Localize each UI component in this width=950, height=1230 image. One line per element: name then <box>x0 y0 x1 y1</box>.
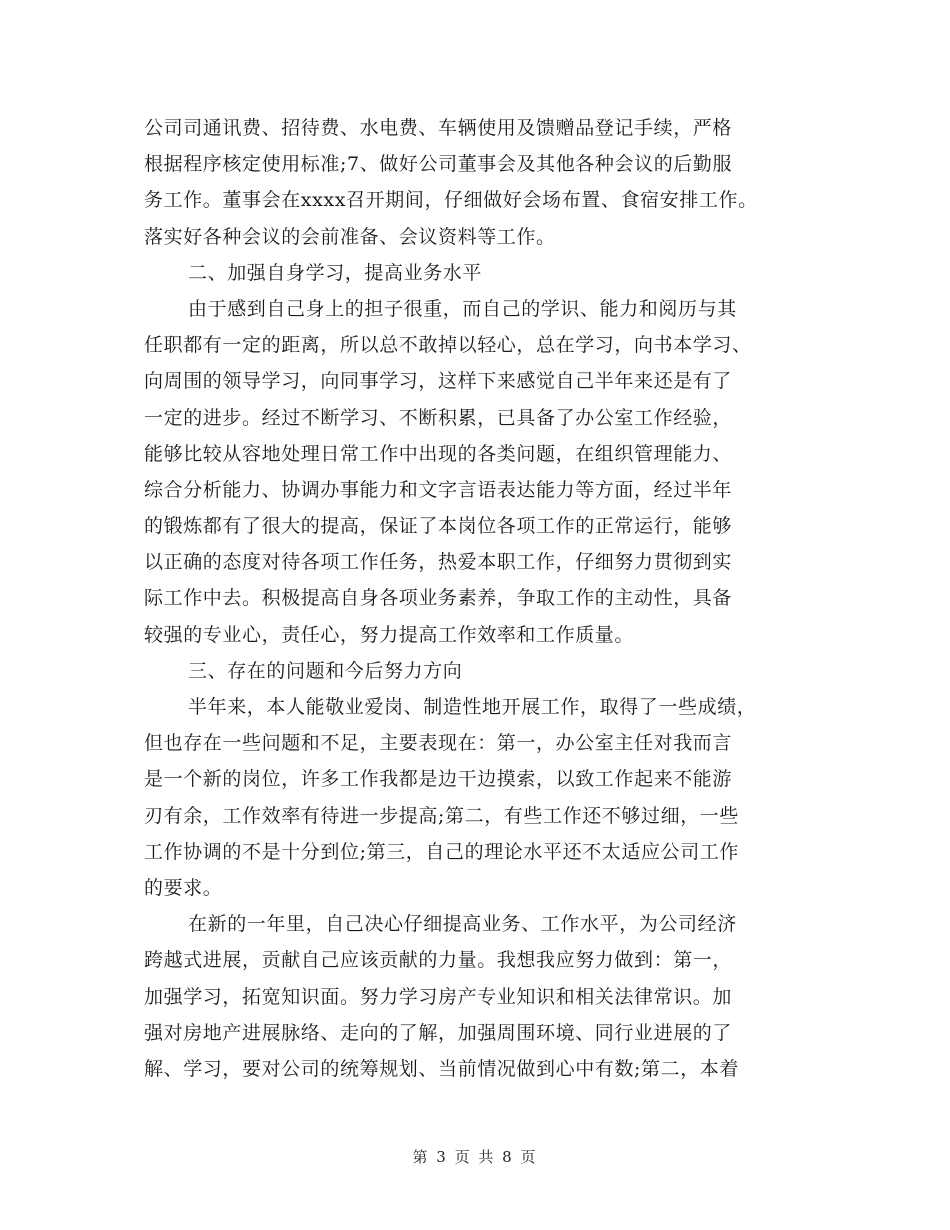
text-line: 三、存在的问题和今后努力方向 <box>188 659 463 682</box>
text-line: 较强的专业心，责任心，努力提高工作效率和工作质量。 <box>144 623 635 646</box>
text-line: 解、学习，要对公司的统筹规划、当前情况做到心中有数;第二，本着 <box>144 1057 740 1080</box>
text-line: 际工作中去。积极提高自身各项业务素养，争取工作的主动性，具备 <box>144 587 733 610</box>
text-line: 以正确的态度对待各项工作任务，热爱本职工作，仔细努力贯彻到实 <box>144 551 733 574</box>
text-line: 在新的一年里，自己决心仔细提高业务、工作水平，为公司经济 <box>188 913 737 936</box>
text-line: 落实好各种会议的会前准备、会议资料等工作。 <box>144 225 556 248</box>
text-line: 是一个新的岗位，许多工作我都是边干边摸索，以致工作起来不能游 <box>144 768 733 791</box>
page-footer: 第 3 页 共 8 页 <box>412 1148 538 1166</box>
text-line: 跨越式进展，贡献自己应该贡献的力量。我想我应努力做到：第一， <box>144 949 733 972</box>
text-line: 一定的进步。经过不断学习、不断积累，已具备了办公室工作经验， <box>144 406 733 429</box>
text-line: 能够比较从容地处理日常工作中出现的各类问题，在组织管理能力、 <box>144 442 733 465</box>
text-line: 半年来，本人能敬业爱岗、制造性地开展工作，取得了一些成绩， <box>188 696 757 718</box>
text-line: 任职都有一定的距离，所以总不敢掉以轻心，总在学习，向书本学习、 <box>144 334 752 357</box>
text-line: 加强学习，拓宽知识面。努力学习房产专业知识和相关法律常识。加 <box>144 985 733 1008</box>
text-line: 综合分析能力、协调办事能力和文字言语表达能力等方面，经过半年 <box>144 478 733 501</box>
text-line: 强对房地产进展脉络、走向的了解，加强周围环境、同行业进展的了 <box>144 1021 733 1044</box>
text-line: 的锻炼都有了很大的提高，保证了本岗位各项工作的正常运行，能够 <box>144 515 733 538</box>
text-line: 根据程序核定使用标准;7、做好公司董事会及其他各种会议的后勤服 <box>144 153 733 176</box>
text-line: 工作协调的不是十分到位;第三，自己的理论水平还不太适应公司工作 <box>144 840 740 863</box>
text-line: 公司司通讯费、招待费、水电费、车辆使用及馈赠品登记手续，严格 <box>144 117 733 139</box>
text-line: 向周围的领导学习，向同事学习，这样下来感觉自己半年来还是有了 <box>144 370 733 393</box>
text-line: 但也存在一些问题和不足，主要表现在：第一，办公室主任对我而言 <box>144 732 733 755</box>
text-line: 由于感到自己身上的担子很重，而自己的学识、能力和阅历与其 <box>188 297 737 320</box>
document-body <box>144 110 824 1087</box>
text-line: 刃有余，工作效率有待进一步提高;第二，有些工作还不够过细，一些 <box>144 804 740 827</box>
text-line: 务工作。董事会在xxxx召开期间，仔细做好会场布置、食宿安排工作。 <box>144 189 758 212</box>
text-line: 二、加强自身学习，提高业务水平 <box>188 261 483 284</box>
text-line: 的要求。 <box>144 876 223 899</box>
